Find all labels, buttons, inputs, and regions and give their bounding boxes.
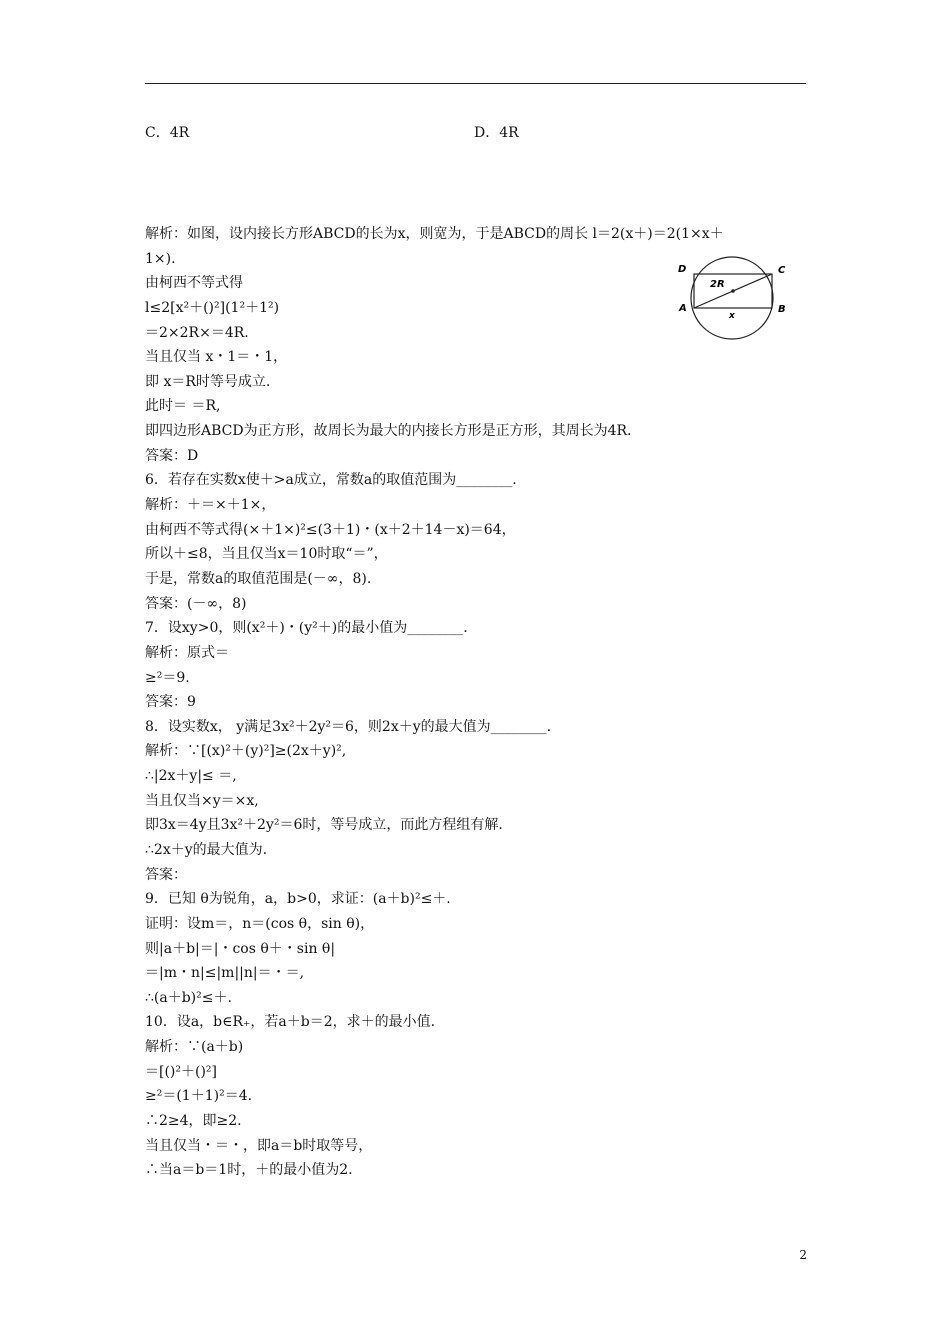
text-line: 答案：D: [145, 447, 199, 464]
text-line: 当且仅当・＝・，即a＝b时取等号，: [145, 1137, 373, 1154]
text-line: 当且仅当 x・1＝・1，: [145, 349, 288, 366]
text-line: ∴|2x＋y|≤ ＝,: [145, 768, 237, 785]
label-b: B: [778, 304, 786, 315]
text-line: 答案：9: [145, 694, 196, 711]
label-x: x: [729, 311, 735, 321]
text-line: 解析：＋＝×＋1×，: [145, 497, 276, 514]
text-line: 解析：∵(a＋b): [145, 1039, 244, 1056]
text-line: 6．若存在实数x使＋>a成立，常数a的取值范围为________.: [145, 472, 517, 489]
text-line: 于是，常数a的取值范围是(－∞，8).: [145, 570, 372, 587]
page-number: 2: [799, 1248, 807, 1262]
text-line: 答案：(－∞，8): [145, 595, 247, 612]
circumcircle: [691, 257, 773, 339]
text-line: 此时＝ ＝R,: [145, 398, 221, 415]
label-d: D: [678, 264, 687, 275]
text-line: ＝|m・n|≤|m||n|＝・＝,: [145, 965, 305, 982]
text-line: 即3x＝4y且3x²＋2y²＝6时，等号成立，而此方程组有解.: [145, 817, 503, 834]
text-line: 7．设xy>0，则(x²＋)・(y²＋)的最小值为________.: [145, 620, 468, 637]
text-line: ≥²＝9.: [145, 669, 190, 686]
text-line: l≤2[x²＋()²](1²＋1²): [145, 299, 280, 316]
text-line: 9．已知 θ为锐角，a，b>0，求证：(a＋b)²≤＋.: [145, 891, 451, 908]
text-line: 10．设a，b∈R₊，若a＋b＝2，求＋的最小值.: [145, 1014, 436, 1031]
text-line: 即四边形ABCD为正方形，故周长为最大的内接长方形是正方形，其周长为4R.: [145, 423, 632, 440]
text-line: 由柯西不等式得(×＋1×)²≤(3＋1)・(x＋2＋14－x)＝64，: [145, 521, 516, 538]
text-line: 即 x＝R时等号成立.: [145, 373, 271, 390]
text-line: 则|a＋b|＝|・cos θ＋・sin θ|: [145, 940, 336, 957]
text-line: 8．设实数x， y满足3x²＋2y²＝6，则2x＋y的最大值为________.: [145, 718, 552, 735]
option-c: C．4R: [145, 125, 190, 141]
header-rule: [145, 83, 806, 84]
label-2r: 2R: [710, 279, 725, 290]
text-line: 当且仅当×y＝×x,: [145, 792, 259, 809]
text-line: ∴2x＋y的最大值为.: [145, 842, 268, 858]
label-a: A: [679, 303, 687, 314]
text-line: 1×).: [145, 250, 176, 267]
text-line: ∴当a＝b＝1时，＋的最小值为2.: [145, 1162, 353, 1179]
text-line: 证明：设m＝，n＝(cos θ，sin θ)，: [145, 915, 375, 932]
text-line: 答案：: [145, 866, 187, 883]
circle-rectangle-figure: [676, 254, 816, 344]
text-line: 解析：如图，设内接长方形ABCD的长为x，则宽为，于是ABCD的周长 l＝2(x＋)＝2(1×x＋: [145, 226, 724, 242]
text-line: ≥²＝(1＋1)²＝4.: [145, 1088, 253, 1105]
text-line: ＝2×2R×＝4R.: [145, 324, 249, 341]
text-line: 解析：原式＝: [145, 644, 229, 661]
center-point: [731, 289, 735, 293]
text-line: ∴(a＋b)²≤＋.: [145, 989, 232, 1006]
text-line: 解析：∵[(x)²＋(y)²]≥(2x＋y)²,: [145, 743, 347, 760]
text-line: 由柯西不等式得: [145, 275, 243, 292]
text-line: ∴2≥4，即≥2.: [145, 1113, 242, 1130]
label-c: C: [778, 265, 786, 276]
option-d: D．4R: [474, 125, 519, 141]
text-line: 所以＋≤8，当且仅当x＝10时取“＝”，: [145, 546, 388, 563]
text-line: ＝[()²＋()²]: [145, 1063, 217, 1080]
